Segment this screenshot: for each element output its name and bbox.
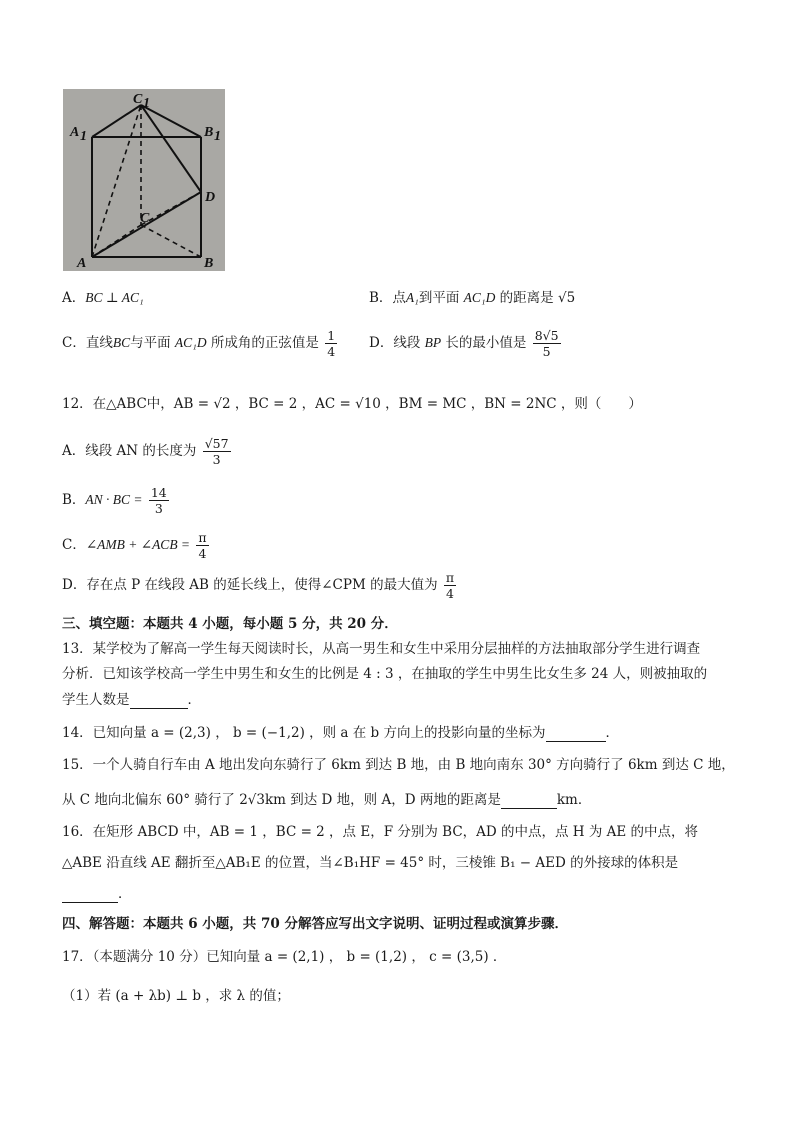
q17-sub-1: （1）若 (a + λb) ⊥ b ，求 λ 的值； xyxy=(62,988,290,1004)
label-B: B xyxy=(204,256,214,271)
section-4-heading: 四、解答题：本题共 6 小题，共 70 分解答应写出文字说明、证明过程或演算步骤． xyxy=(62,916,568,932)
q12-option-a xyxy=(62,436,233,467)
q12-option-d xyxy=(62,570,458,601)
numerator: π xyxy=(198,530,207,545)
q16-line-2: △ABE 沿直线 AE 翻折至△AB₁E 的位置，当∠B₁HF = 45° 时，三棱锥 B₁ − AED 的外接球的体积是 xyxy=(62,855,679,871)
numerator: π xyxy=(445,570,455,585)
option-prefix: A． xyxy=(62,443,86,459)
q17-line-1: 17．（本题满分 10 分）已知向量 a = (2,1) ， b = (1,2) ， c = (3,5) ． xyxy=(62,949,507,965)
fraction xyxy=(203,436,231,467)
q15-line-2 xyxy=(62,788,591,809)
label-C1: C xyxy=(133,92,143,107)
answer-blank[interactable] xyxy=(546,725,606,742)
q15-text: 从 C 地向北偏东 60° 骑行了 2√3km 到达 D 地，则 A，D 两地的距离是 xyxy=(62,792,501,808)
option-prefix: B． xyxy=(369,290,393,306)
q14 xyxy=(62,721,619,742)
option-text: BC ⊥ AC₁ xyxy=(85,290,144,305)
numerator: 14 xyxy=(150,485,167,500)
plane-name: AC₁D xyxy=(174,335,207,350)
q13-line-2: 分析．已知该学校高一学生中男生和女生的比例是 4 : 3 ，在抽取的学生中男生比女生多 24 人，则被抽取的 xyxy=(62,666,708,682)
option-value: √5 xyxy=(557,290,576,306)
q14-end: ． xyxy=(605,725,619,741)
option-prefix: D． xyxy=(62,577,87,593)
q11-option-c xyxy=(62,328,339,359)
option-text: 存在点 P 在线段 AB 的延长线上，使得∠CPM 的最大值为 xyxy=(86,577,438,593)
label-A1: A xyxy=(70,125,80,140)
prism-figure xyxy=(63,89,225,271)
option-text: AN · BC = xyxy=(85,492,143,507)
fraction xyxy=(533,328,561,359)
q12-option-c xyxy=(62,530,211,561)
option-text: 与平面 xyxy=(130,335,171,351)
segment-name: BP xyxy=(424,335,442,350)
q13-line-1: 13．某学校为了解高一学生每天阅读时长，从高一男生和女生中采用分层抽样的方法抽取部分学生进行调查 xyxy=(62,641,701,657)
label-A: A xyxy=(77,256,87,271)
q16-line-1: 16．在矩形 ABCD 中，AB = 1 ，BC = 2 ，点 E，F 分别为 BC，AD 的中点，点 H 为 AE 的中点，将 xyxy=(62,824,699,840)
option-text: ∠AMB + ∠ACB = xyxy=(85,537,191,552)
prism-diagram xyxy=(63,89,225,271)
option-prefix: A． xyxy=(62,290,86,306)
option-text: 直线 xyxy=(85,335,113,351)
q15-end: km． xyxy=(556,792,592,808)
q11-option-d xyxy=(369,328,563,359)
point-name: A₁ xyxy=(405,290,419,305)
q13-text: 学生人数是 xyxy=(62,692,130,708)
q11-option-b xyxy=(369,286,575,306)
denominator: 4 xyxy=(198,546,207,561)
q11-option-a xyxy=(62,286,144,306)
option-prefix: D． xyxy=(369,335,394,351)
denominator: 5 xyxy=(542,344,551,359)
answer-blank[interactable] xyxy=(62,886,118,903)
option-text: 的距离是 xyxy=(499,290,554,306)
denominator: 3 xyxy=(212,452,221,467)
fraction xyxy=(196,530,208,561)
option-prefix: B． xyxy=(62,492,86,508)
q14-text: 14．已知向量 a = (2,3) ， b = (−1,2) ，则 a 在 b 方向上的投影向量的坐标为 xyxy=(62,725,546,741)
line-name: BC xyxy=(112,335,131,350)
q12-option-b xyxy=(62,485,171,516)
option-text: 点 xyxy=(392,290,406,306)
denominator: 4 xyxy=(327,344,336,359)
option-text: 所成角的正弦值是 xyxy=(210,335,319,351)
option-text: 线段 xyxy=(393,335,421,351)
q13-line-3 xyxy=(62,688,201,709)
numerator: 8√5 xyxy=(534,328,559,343)
label-C1-sub: 1 xyxy=(143,96,150,111)
label-D: D xyxy=(205,190,216,205)
option-text: 到平面 xyxy=(418,290,460,306)
numerator: 1 xyxy=(327,328,336,343)
option-prefix: C． xyxy=(62,335,86,351)
fraction xyxy=(149,485,169,516)
q16-end: ． xyxy=(118,886,132,902)
option-text: 线段 AN 的长度为 xyxy=(85,443,197,459)
q13-end: ． xyxy=(187,692,201,708)
label-B1: B xyxy=(204,125,214,140)
label-B1-sub: 1 xyxy=(214,129,221,144)
denominator: 4 xyxy=(446,586,454,601)
plane-name: AC₁D xyxy=(463,290,496,305)
label-C: C xyxy=(140,211,150,226)
option-prefix: C． xyxy=(62,537,86,553)
fraction xyxy=(325,328,337,359)
section-3-heading: 三、填空题：本题共 4 小题，每小题 5 分，共 20 分． xyxy=(62,616,398,632)
answer-blank[interactable] xyxy=(501,792,557,809)
numerator: √57 xyxy=(204,436,229,451)
q16-line-3 xyxy=(62,882,132,903)
label-A1-sub: 1 xyxy=(80,129,87,144)
q12-stem: 12．在△ABC中，AB = √2 ，BC = 2 ，AC = √10 ，BM = MC ，BN = 2NC ，则（ ） xyxy=(62,396,642,412)
option-text: 长的最小值是 xyxy=(445,335,527,351)
answer-blank[interactable] xyxy=(130,692,188,709)
fraction xyxy=(444,570,456,601)
denominator: 3 xyxy=(154,501,163,516)
q15-line-1: 15．一个人骑自行车由 A 地出发向东骑行了 6km 到达 B 地，由 B 地向南东 30° 方向骑行了 6km 到达 C 地， xyxy=(62,757,735,773)
